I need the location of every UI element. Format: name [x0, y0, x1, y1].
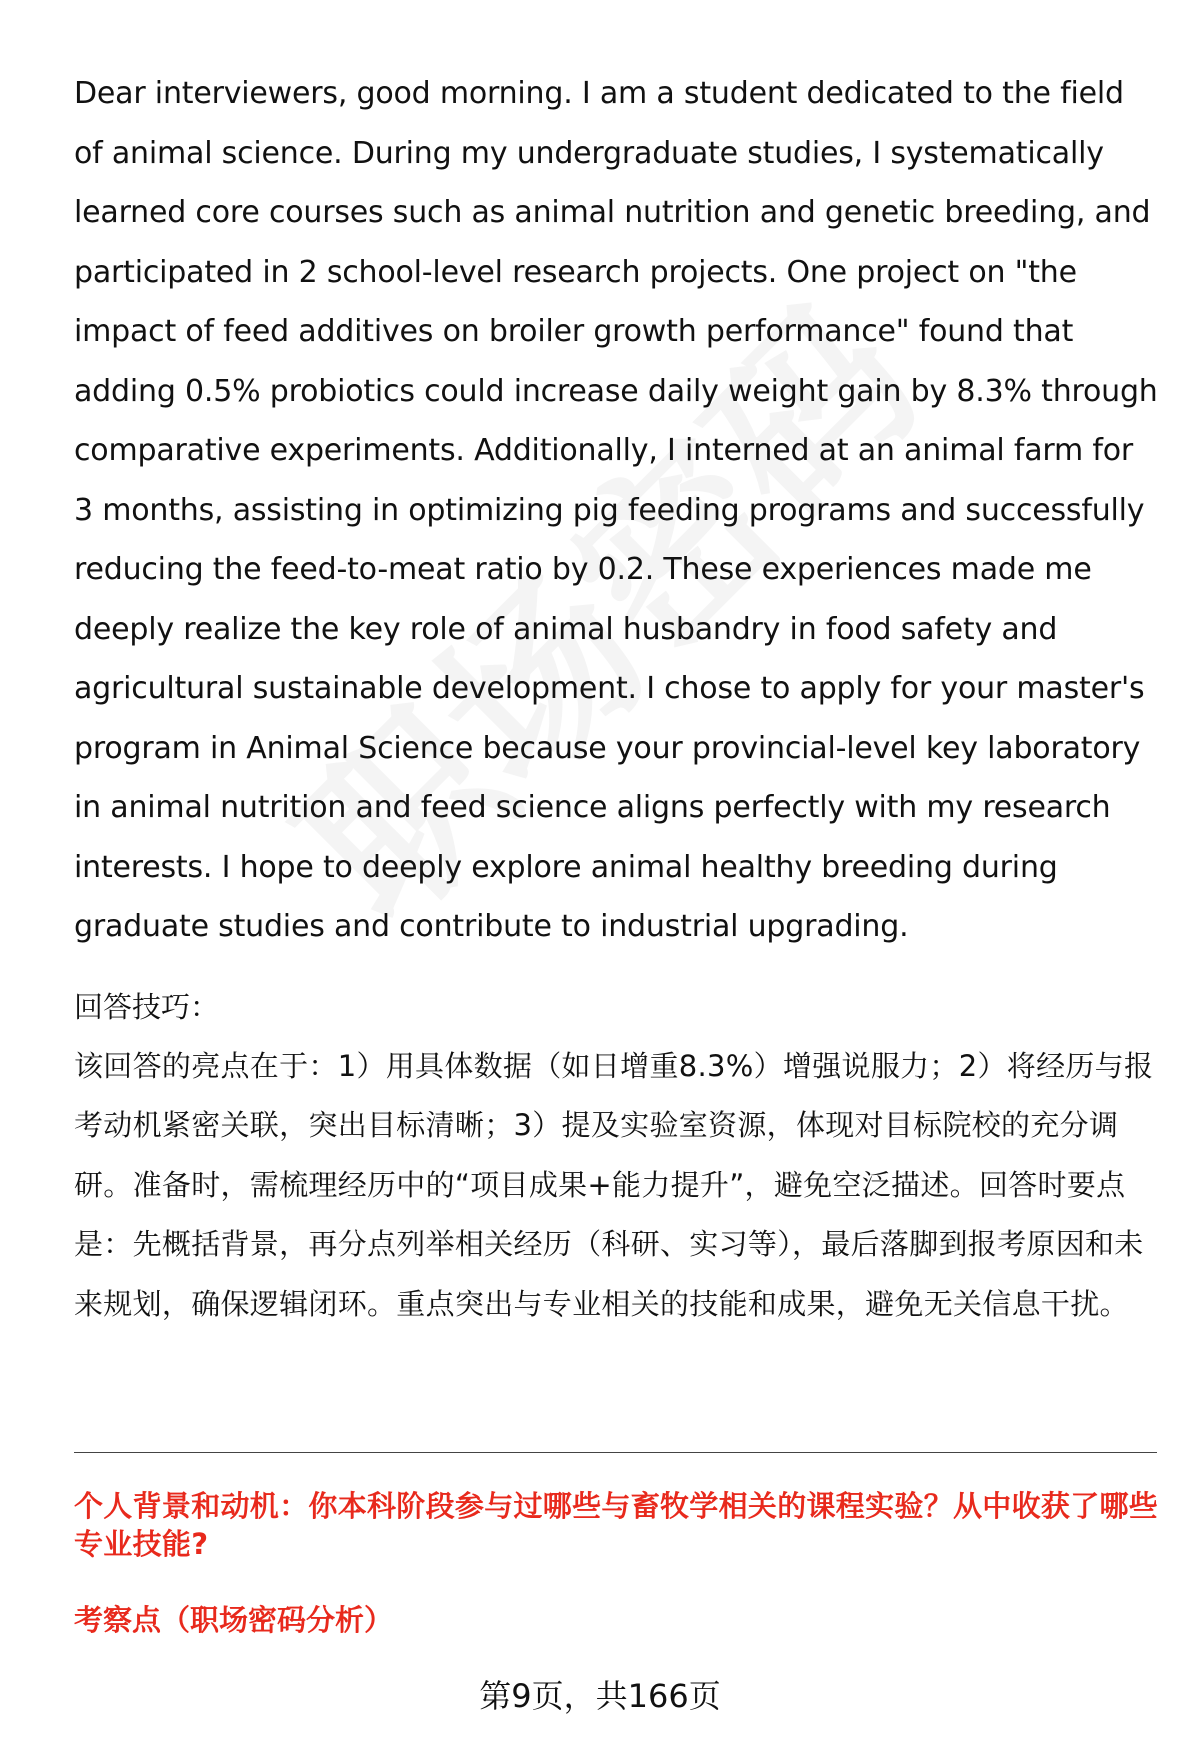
answer-paragraph: Dear interviewers, good morning. I am a student dedicated to the field of animal science. During my undergraduate studies, I systematically learned core courses such as animal nutrition and genetic breeding, and participated in 2 school-level research projects. One project on "the impact of feed additives on broiler growth performance" found that adding 0.5% probiotics could increase daily weight gain by 8.3% through comparative experiments. Additionally, I interned at an animal farm for 3 months, assisting in optimizing pig feeding programs and successfully reducing the feed-to-meat ratio by 0.2. These experiences made me deeply realize the key role of animal husbandry in food safety and agricultural sustainable development. I chose to apply for your master's program in Animal Science because your provincial-level key laboratory in animal nutrition and feed science aligns perfectly with my research interests. I hope to deeply explore animal healthy breeding during graduate studies and contribute to industrial upgrading. [74, 76, 1158, 944]
tips-title: 回答技巧： [74, 989, 220, 1024]
exam-point-heading: 考察点（职场密码分析） [74, 1603, 394, 1637]
section-divider [74, 1452, 1157, 1453]
next-question: 个人背景和动机：你本科阶段参与过哪些与畜牧学相关的课程实验？从中收获了哪些专业技能? [74, 1489, 1159, 1561]
main-content [74, 64, 1159, 1334]
page-number: 第9页，共166页 [479, 1677, 721, 1715]
tips-body: 该回答的亮点在于：1）用具体数据（如日增重8.3%）增强说服力；2）将经历与报考动机紧密关联，突出目标清晰；3）提及实验室资源，体现对目标院校的充分调研。准备时，需梳理经历中的“项目成果+能力提升”，避免空泛描述。回答时要点是：先概括背景，再分点列举相关经历（科研、实习等），最后落脚到报考原因和未来规划，确保逻辑闭环。重点突出与专业相关的技能和成果，避免无关信息干扰。 [74, 1048, 1154, 1321]
